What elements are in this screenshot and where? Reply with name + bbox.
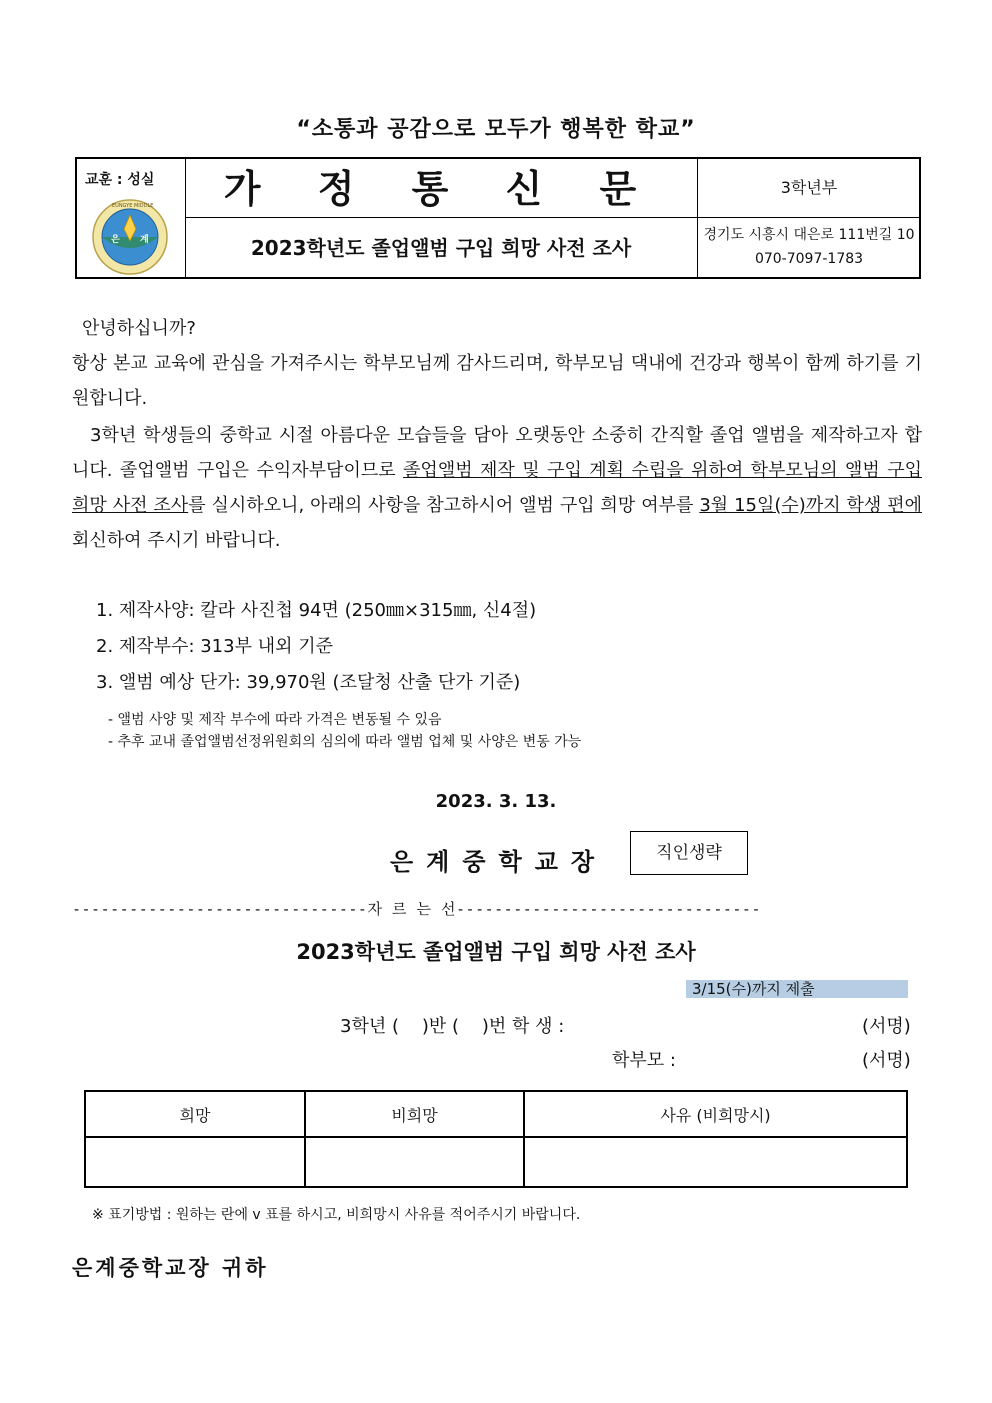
hope-cell[interactable] — [85, 1137, 305, 1187]
principal-name: 은계중학교장 — [390, 848, 608, 876]
reply-deadline: 3월 15일(수)까지 학생 편에 — [699, 495, 922, 516]
newsletter-subtitle: 2023학년도 졸업앨범 구입 희망 사전 조사 — [250, 236, 632, 260]
school-logo — [89, 197, 171, 275]
list-item: 1. 제작사양: 칼라 사진첩 94면 (250㎜×315㎜, 신4절) — [96, 600, 537, 621]
newsletter-header — [75, 157, 921, 279]
response-table — [84, 1090, 908, 1188]
school-address: 경기도 시흥시 대은로 111번길 10 — [703, 227, 915, 243]
list-item: 2. 제작부수: 313부 내외 기준 — [96, 636, 333, 657]
contact-info — [697, 223, 921, 271]
survey-purpose: 졸업앨범 제작 및 구입 계획 수립을 위하여 학부모님의 앨범 구입 희망 사전 조사 — [72, 460, 922, 516]
department: 3학년부 — [780, 178, 838, 197]
newsletter-title: 가 정 통 신 문 — [223, 167, 659, 211]
school-phone: 070-7097-1783 — [754, 251, 864, 267]
reply-title: 2023학년도 졸업앨범 구입 희망 사전 조사 — [296, 940, 696, 964]
parent-signature: (서명) — [862, 1050, 911, 1071]
no-hope-cell[interactable] — [305, 1137, 524, 1187]
note-item: - 추후 교내 졸업앨범선정위원회의 심의에 따라 앨범 업체 및 사양은 변동 가능 — [108, 734, 582, 750]
submit-deadline: 3/15(수)까지 제출 — [686, 980, 908, 998]
seal-omitted-box: 직인생략 — [630, 831, 748, 875]
spec-list — [96, 593, 536, 701]
intro-paragraph: 항상 본교 교육에 관심을 가져주시는 학부모님께 감사드리며, 학부모님 댁내에 건강과 행복이 함께 하기를 기원합니다. — [72, 353, 922, 409]
greeting: 안녕하십니까? — [82, 318, 196, 339]
header-reason: 사유 (비희망시) — [524, 1091, 907, 1137]
student-signature: (서명) — [862, 1016, 911, 1037]
notes — [108, 709, 581, 753]
addressee: 은계중학교장 귀하 — [72, 1256, 269, 1280]
school-slogan: “소통과 공감으로 모두가 행복한 학교” — [296, 117, 696, 142]
student-line: 3학년 ( )반 ( )번 학 생 : — [340, 1016, 565, 1037]
svg-text:은: 은 — [111, 235, 120, 245]
main-paragraph: 3학년 학생들의 중학교 시절 아름다운 모습들을 담아 오랫동안 소중히 간직할 졸업 앨범을 제작하고자 합니다. 졸업앨범 구입은 수익자부담이므로 졸업앨범 제작 및 구입 계획 수립을 위하여 학부모님의 앨범 구입 희망 사전 조사를 실시하오니, 아래의 사항을 참고하시어 앨범 구입 희망 여부를 3월 15일(수)까지 학생 편에 회신하여 주시기 바랍니다. — [72, 425, 922, 551]
header-hope: 희망 — [85, 1091, 305, 1137]
school-motto: 교훈 : 성실 — [85, 172, 155, 188]
header-no-hope: 비희망 — [305, 1091, 524, 1137]
list-item: 3. 앨범 예상 단가: 39,970원 (조달청 산출 단가 기준) — [96, 672, 521, 693]
note-item: - 앨범 사양 및 제작 부수에 따라 가격은 변동될 수 있음 — [108, 712, 442, 728]
parent-line: 학부모 : — [612, 1050, 676, 1071]
marking-instructions: ※ 표기방법 : 원하는 란에 v 표를 하시고, 비희망시 사유를 적어주시기 바랍니다. — [92, 1207, 581, 1223]
cut-line: -------------------------------자 르 는 선-------------------------------- — [72, 900, 761, 918]
issue-date: 2023. 3. 13. — [435, 791, 557, 812]
svg-text:계: 계 — [140, 235, 149, 245]
svg-text:EUNGYE MIDDLE: EUNGYE MIDDLE — [112, 203, 154, 209]
reason-cell[interactable] — [524, 1137, 907, 1187]
